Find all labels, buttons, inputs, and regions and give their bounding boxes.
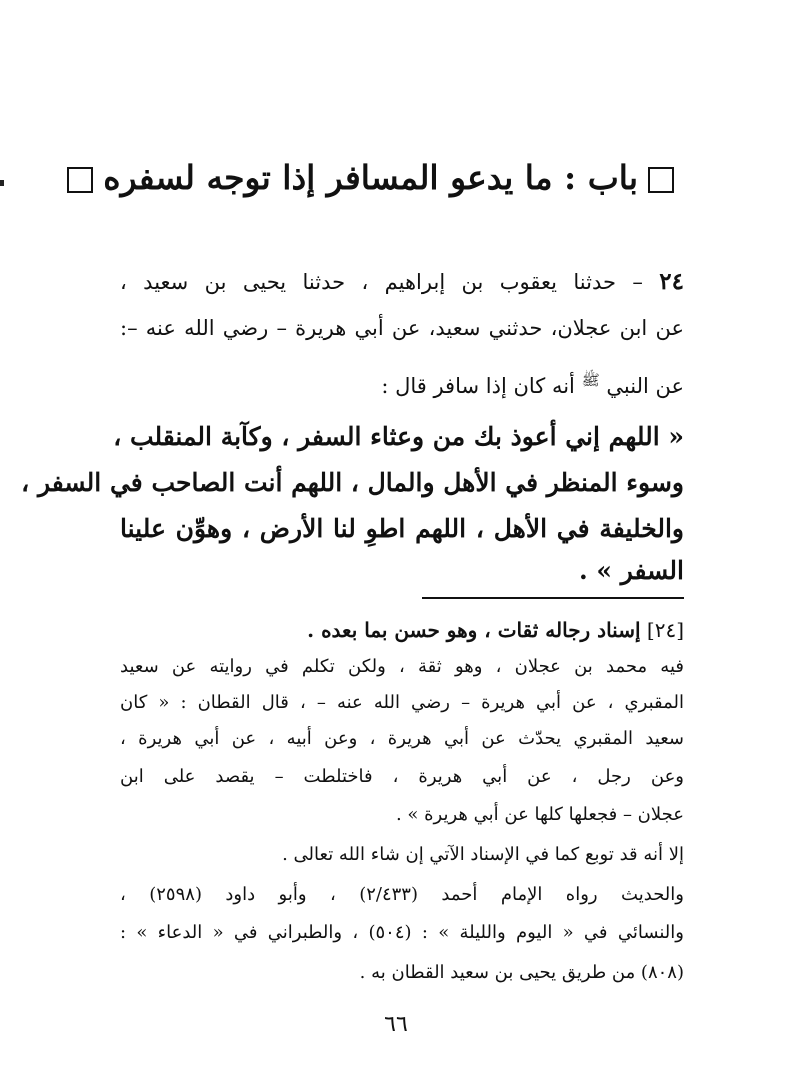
footnote-line-2: [120, 686, 684, 720]
hadith-line-3: [120, 360, 684, 406]
footnote-text-8: والنسائي في « اليوم والليلة » : (٥٠٤) ، والطبراني في « الدعاء » :: [120, 922, 684, 943]
dua-line-1: [113, 414, 684, 460]
dua-text-3: والخليفة في الأهل ، اللهم اطوِ لنا الأرض ، وهوِّن علينا: [120, 514, 684, 543]
footnote-heading: [120, 612, 684, 648]
footnote-text-1: فيه محمد بن عجلان ، وهو ثقة ، ولكن تكلم في روايته عن سعيد: [120, 656, 684, 677]
hadith-isnad-1: – حدثنا يعقوب بن إبراهيم ، حدثنا يحيى بن سعيد ،: [120, 270, 643, 294]
footnote-line-9: [120, 956, 684, 990]
footnote-ref: [٢٤]: [646, 618, 684, 642]
heading-box-ornament-left: [67, 167, 93, 193]
footnote-line-7: [120, 878, 684, 912]
footnote-line-3: [120, 722, 684, 756]
footnote-text-7: والحديث رواه الإمام أحمد (٢/٤٣٣) ، وأبو داود (٢٥٩٨) ،: [120, 884, 684, 905]
chapter-title-text: باب : ما يدعو المسافر إذا توجه لسفره: [103, 158, 638, 197]
hadith-isnad-2: عن ابن عجلان، حدثني سعيد، عن أبي هريرة – رضي الله عنه –:: [120, 316, 684, 340]
hadith-line-1: [120, 262, 684, 302]
footnote-text-2: المقبري ، عن أبي هريرة – رضي الله عنه – ، قال القطان : « كان: [120, 692, 684, 713]
footnote-line-4: [120, 760, 684, 794]
dua-text-2: وسوء المنظر في الأهل والمال ، اللهم أنت الصاحب في السفر ،: [21, 468, 684, 497]
footnote-line-5: [120, 798, 684, 832]
dua-line-4: [120, 548, 684, 594]
footnote-text-3: سعيد المقبري يحدّث عن أبي هريرة ، وعن أبيه ، عن أبي هريرة ،: [120, 728, 684, 749]
hadith-isnad-3b: أنه كان إذا سافر قال :: [381, 374, 575, 398]
hadith-number: ٢٤: [659, 268, 684, 295]
page-edge-mark: [0, 180, 4, 186]
footnote-line-6: [120, 838, 684, 872]
heading-box-ornament-right: [648, 167, 674, 193]
footnote-separator: [422, 597, 684, 599]
dua-text-1: « اللهم إني أعوذ بك من وعثاء السفر ، وكآبة المنقلب ،: [113, 422, 684, 451]
hadith-isnad-3a: عن النبي: [606, 374, 684, 398]
dua-line-3: [120, 506, 684, 552]
dua-line-2: [21, 460, 684, 506]
chapter-heading: [103, 148, 684, 208]
dua-text-4: السفر » .: [578, 556, 684, 585]
hadith-line-2: [120, 308, 684, 348]
footnote-line-8: [120, 916, 684, 950]
footnote-heading-text: إسناد رجاله ثقات ، وهو حسن بما بعده .: [307, 618, 641, 642]
footnote-text-5: عجلان – فجعلها كلها عن أبي هريرة » .: [395, 804, 684, 825]
footnote-line-1: [120, 650, 684, 684]
footnote-text-6: إلا أنه قد توبع كما في الإسناد الآتي إن شاء الله تعالى .: [282, 844, 684, 865]
footnote-text-9: (٨٠٨) من طريق يحيى بن سعيد القطان به .: [359, 962, 684, 983]
footnote-text-4: وعن رجل ، عن أبي هريرة ، فاختلطت – يقصد على ابن: [120, 766, 684, 787]
page-number: ٦٦: [384, 1012, 408, 1037]
honorific-glyph: ﷺ: [581, 371, 600, 389]
